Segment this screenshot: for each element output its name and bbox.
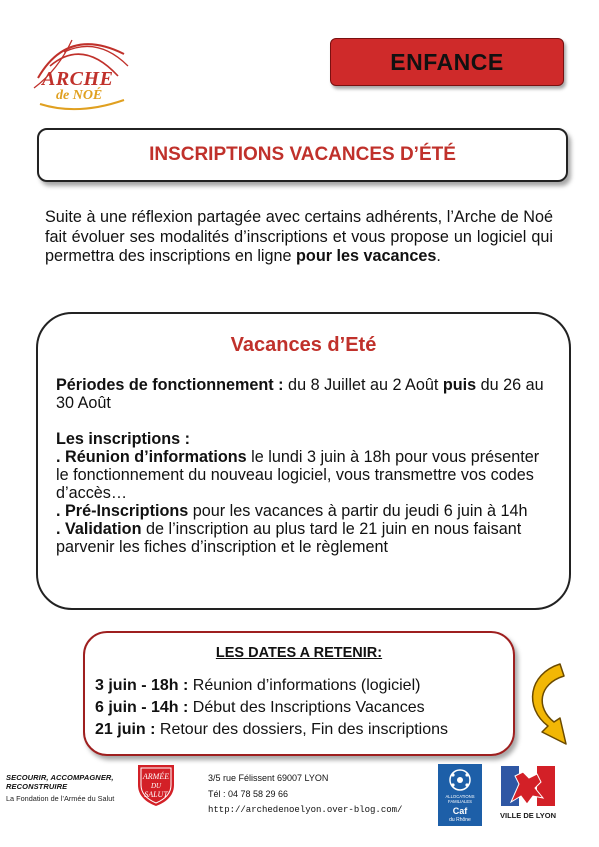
shield-text-1: ARMÉE [142,772,170,781]
key-dates-title: LES DATES A RETENIR: [215,645,383,661]
summer-holidays-box [36,312,571,610]
inscription-item-meeting [56,448,556,502]
website-link[interactable]: http://archedenoelyon.over-blog.com/ [208,805,403,815]
intro-end: . [436,247,441,265]
key-date-what: Retour des dossiers, Fin des inscriptions [155,721,449,738]
inscription-item-preregistration [56,502,556,520]
shield-text-2: DU [150,782,162,790]
key-date-when: 3 juin - 18h : [95,677,189,694]
ville-de-lyon-logo-icon [497,762,559,824]
key-dates-list [95,675,505,741]
armee-du-salut-shield-icon [136,763,176,807]
item-bold: Pré-Inscriptions [65,502,189,520]
shield-text-3: SALUT [144,790,168,799]
lyon-label: VILLE DE LYON [500,811,556,820]
summer-body [56,376,556,556]
item-text: pour les vacances à partir du jeudi 6 juin à 14h [188,502,528,520]
key-dates-box [83,631,515,756]
key-date-item [95,675,505,697]
contact-block [208,770,402,818]
periods-paragraph [56,376,556,412]
key-date-item [95,719,505,741]
intro-paragraph [45,208,553,267]
periods-text-2: du 26 au 30 Août [56,376,544,412]
caf-line1: ALLOCATIONS [445,794,475,799]
periods-text-1: du 8 Juillet au 2 Août [283,376,443,394]
item-prefix: . [56,520,65,538]
intro-text: Suite à une réflexion partagée avec certains adhérents, l’Arche de Noé fait évoluer ses modalités d’inscriptions et vous propose un logiciel qui permettra des inscriptions en ligne [45,208,553,265]
key-date-when: 6 juin - 14h : [95,699,189,716]
address: 3/5 rue Félissent 69007 LYON [208,773,329,783]
caf-region: du Rhône [449,817,471,823]
item-text: de l’inscription au plus tard le 21 juin en nous faisant parvenir les fiches d’inscription et le règlement [56,520,522,556]
item-prefix: . [56,448,65,466]
periods-bold: puis [442,376,477,394]
inscriptions-label-text: Les inscriptions : [56,430,191,448]
caf-line2: FAMILIALES [448,799,472,804]
key-date-when: 21 juin : [95,721,156,738]
inscriptions-label [56,430,556,448]
salut-tagline: SECOURIR, ACCOMPAGNER, RECONSTRUIRE [6,773,114,791]
phone: Tél : 04 78 58 29 66 [208,789,289,799]
item-text: le lundi 3 juin à 18h pour vous présenter le fonctionnement du nouveau logiciel, vous transmettre vos codes d’accès… [56,448,540,502]
caf-name: Caf [452,806,468,816]
intro-bold: pour les vacances [296,247,437,265]
salut-foundation-name: La Fondation de l’Armée du Salut [6,794,115,803]
spacer [56,412,556,430]
key-date-what: Réunion d’informations (logiciel) [188,677,421,694]
periods-label: Périodes de fonctionnement : [56,376,284,394]
inscription-item-validation [56,520,556,556]
caf-logo-icon [438,764,482,826]
curved-arrow-icon [520,660,570,750]
salut-foundation-text [6,773,136,803]
page-title: INSCRIPTIONS VACANCES D’ÉTÉ [149,144,456,165]
key-date-what: Début des Inscriptions Vacances [188,699,425,716]
logo-name-line2: de NOÉ [56,88,103,103]
section-tag: ENFANCE [330,38,564,86]
arche-de-noe-logo [28,30,138,120]
summer-title: Vacances d’Eté [230,334,377,356]
logo-name-line1: ARCHE [42,68,114,90]
item-bold: Validation [65,520,142,538]
item-prefix: . [56,502,65,520]
title-box [37,128,568,182]
key-date-item [95,697,505,719]
item-bold: Réunion d’informations [65,448,247,466]
